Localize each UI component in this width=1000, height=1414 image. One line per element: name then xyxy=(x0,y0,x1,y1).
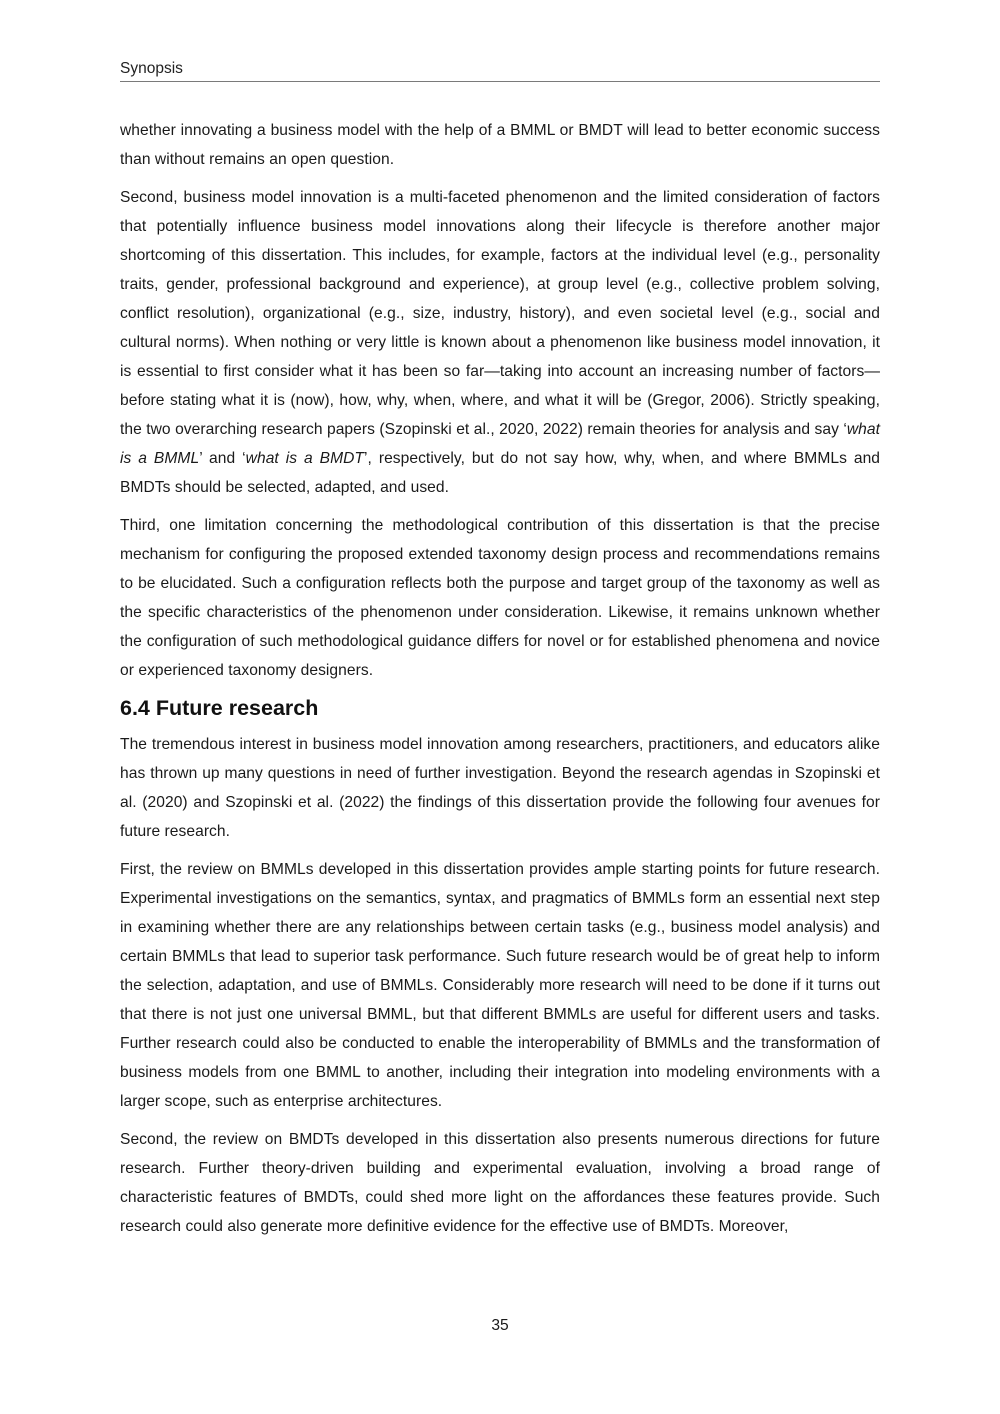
paragraph-text: Second, business model innovation is a multi-faceted phenomenon and the limited consideration of factors that potentially influence business model innovations along their lifecycle is therefore another major shortcoming of this dissertation. This includes, for example, factors at the individual level (e.g., personality traits, gender, professional background and experience), at group level (e.g., collective problem solving, conflict resolution), organizational (e.g., size, industry, history), and even societal level (e.g., social and cultural norms). When nothing or very little is known about a phenomenon like business model innovation, it is essential to first consider what it has been so far—taking into account an increasing number of factors—before stating what it is (now), how, why, when, where, and what it will be (Gregor, 2006). Strictly speaking, the two overarching research papers (Szopinski et al., 2020, 2022) remain theories for analysis and say ‘ xyxy=(120,189,880,438)
paragraph-text: ’, respectively, but do not say how, why, when, and where BMMLs and BMDTs should be selected, adapted, and used. xyxy=(120,450,881,496)
paragraph-future-first: First, the review on BMMLs developed in this dissertation provides ample starting points for future research. Experimental investigations on the semantics, syntax, and pragmatics of BMMLs form an essential next step in examining whether there are any relationships between certain tasks (e.g., business model analysis) and certain BMMLs that lead to superior task performance. Such future research would be of great help to inform the selection, adaptation, and use of BMMLs. Considerably more research will need to be done if it turns out that there is not just one universal BMML, but that different BMMLs are useful for different users and tasks. Further research could also be conducted to enable the interoperability of BMMLs and the transformation of business models from one BMML to another, including their integration into modeling environments with a larger scope, such as enterprise architectures. xyxy=(120,861,880,1110)
paragraph-text: ’ and ‘ xyxy=(199,450,246,467)
header-title: Synopsis xyxy=(120,60,183,77)
page-number: 35 xyxy=(491,1317,509,1334)
page-body xyxy=(120,116,880,1250)
italic-phrase-bmml: what is a BMML xyxy=(120,421,880,467)
paragraph-open-question: whether innovating a business model with the help of a BMML or BMDT will lead to better economic success than without remains an open question. xyxy=(120,122,880,168)
running-header xyxy=(120,59,880,82)
paragraph-future-second: Second, the review on BMDTs developed in this dissertation also presents numerous directions for future research. Further theory-driven building and experimental evaluation, involving a broad range of characteristic features of BMDTs, could shed more light on the affordances these features provide. Such research could also generate more definitive evidence for the effective use of BMDTs. Moreover, xyxy=(120,1131,880,1235)
paragraph-future-intro: The tremendous interest in business model innovation among researchers, practitioners, and educators alike has thrown up many questions in need of further investigation. Beyond the research agendas in Szopinski et al. (2020) and Szopinski et al. (2022) the findings of this dissertation provide the following four avenues for future research. xyxy=(120,736,880,840)
italic-phrase-bmdt: what is a BMDT xyxy=(245,450,365,467)
section-heading-future-research: 6.4 Future research xyxy=(120,696,319,720)
paragraph-third-limitation: Third, one limitation concerning the methodological contribution of this dissertation is that the precise mechanism for configuring the proposed extended taxonomy design process and recommendations remains to be elucidated. Such a configuration reflects both the purpose and target group of the taxonomy as well as the specific characteristics of the phenomenon under consideration. Likewise, it remains unknown whether the configuration of such methodological guidance differs for novel or for established phenomena and novice or experienced taxonomy designers. xyxy=(120,517,880,679)
paragraph-second-limitation xyxy=(120,183,880,502)
